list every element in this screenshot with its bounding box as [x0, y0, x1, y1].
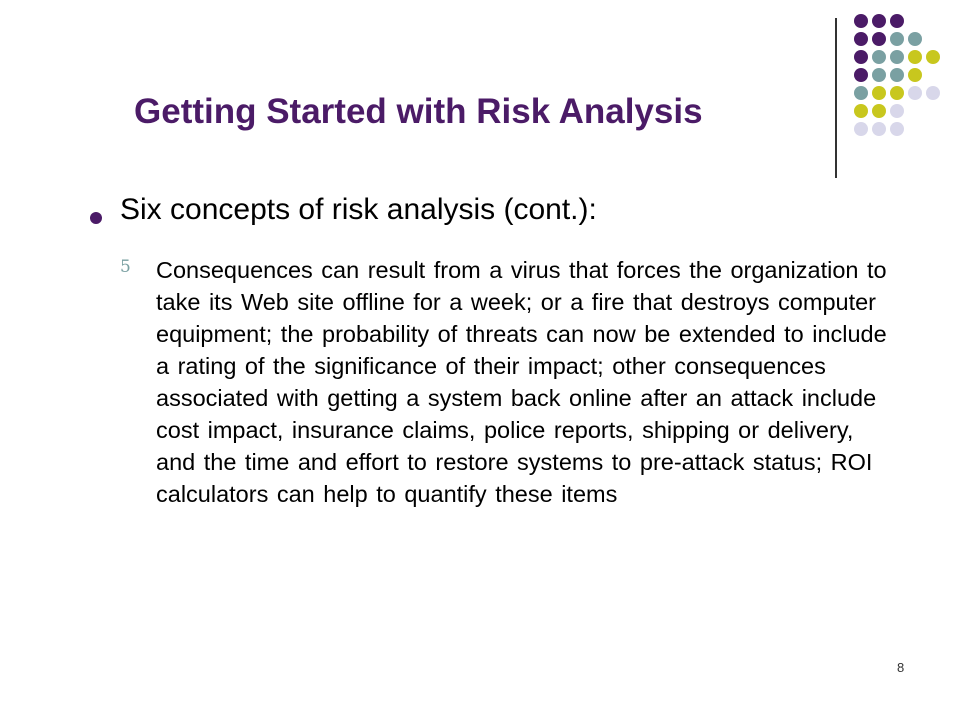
decor-dot-icon: [926, 50, 940, 64]
decor-dot-icon: [908, 68, 922, 82]
page-number: 8: [897, 660, 905, 675]
decor-dot-icon: [926, 86, 940, 100]
bullet-dot-icon: [90, 212, 102, 224]
decor-dot-icon: [854, 32, 868, 46]
slide-title: Getting Started with Risk Analysis: [134, 92, 703, 131]
decor-dot-icon: [854, 50, 868, 64]
decor-dot-icon: [890, 104, 904, 118]
decor-dot-icon: [890, 86, 904, 100]
decor-dot-icon: [854, 86, 868, 100]
sub-bullet-text: Consequences can result from a virus that forces the organization to take its Web site offline for a week; or a fire that destroys computer equipment; the probability of threats can now be extended to include a rating of the significance of their impact; other consequences associated with getting a system back online after an attack include cost impact, insurance claims, police reports, shipping or delivery, and the time and effort to restore systems to pre-attack status; ROI calculators can help to quantify these items: [156, 257, 887, 507]
decor-dot-icon: [890, 32, 904, 46]
decor-dot-icon: [854, 104, 868, 118]
decor-dot-icon: [854, 14, 868, 28]
sub-bullet-marker: 5: [120, 257, 131, 277]
decor-dot-icon: [854, 68, 868, 82]
decor-dot-icon: [872, 86, 886, 100]
decor-dot-icon: [872, 104, 886, 118]
decor-dot-icon: [890, 122, 904, 136]
decor-dot-icon: [890, 14, 904, 28]
decor-dot-icon: [872, 14, 886, 28]
bullet-text: Six concepts of risk analysis (cont.):: [120, 193, 597, 226]
decor-dot-icon: [908, 32, 922, 46]
decor-dot-icon: [872, 50, 886, 64]
decor-dot-icon: [890, 68, 904, 82]
decor-dot-icon: [908, 86, 922, 100]
divider-line: [835, 18, 837, 178]
decor-dot-icon: [854, 122, 868, 136]
decor-dot-icon: [872, 32, 886, 46]
decor-dot-icon: [872, 122, 886, 136]
decor-dot-icon: [908, 50, 922, 64]
decor-dot-icon: [890, 50, 904, 64]
decor-dot-icon: [872, 68, 886, 82]
